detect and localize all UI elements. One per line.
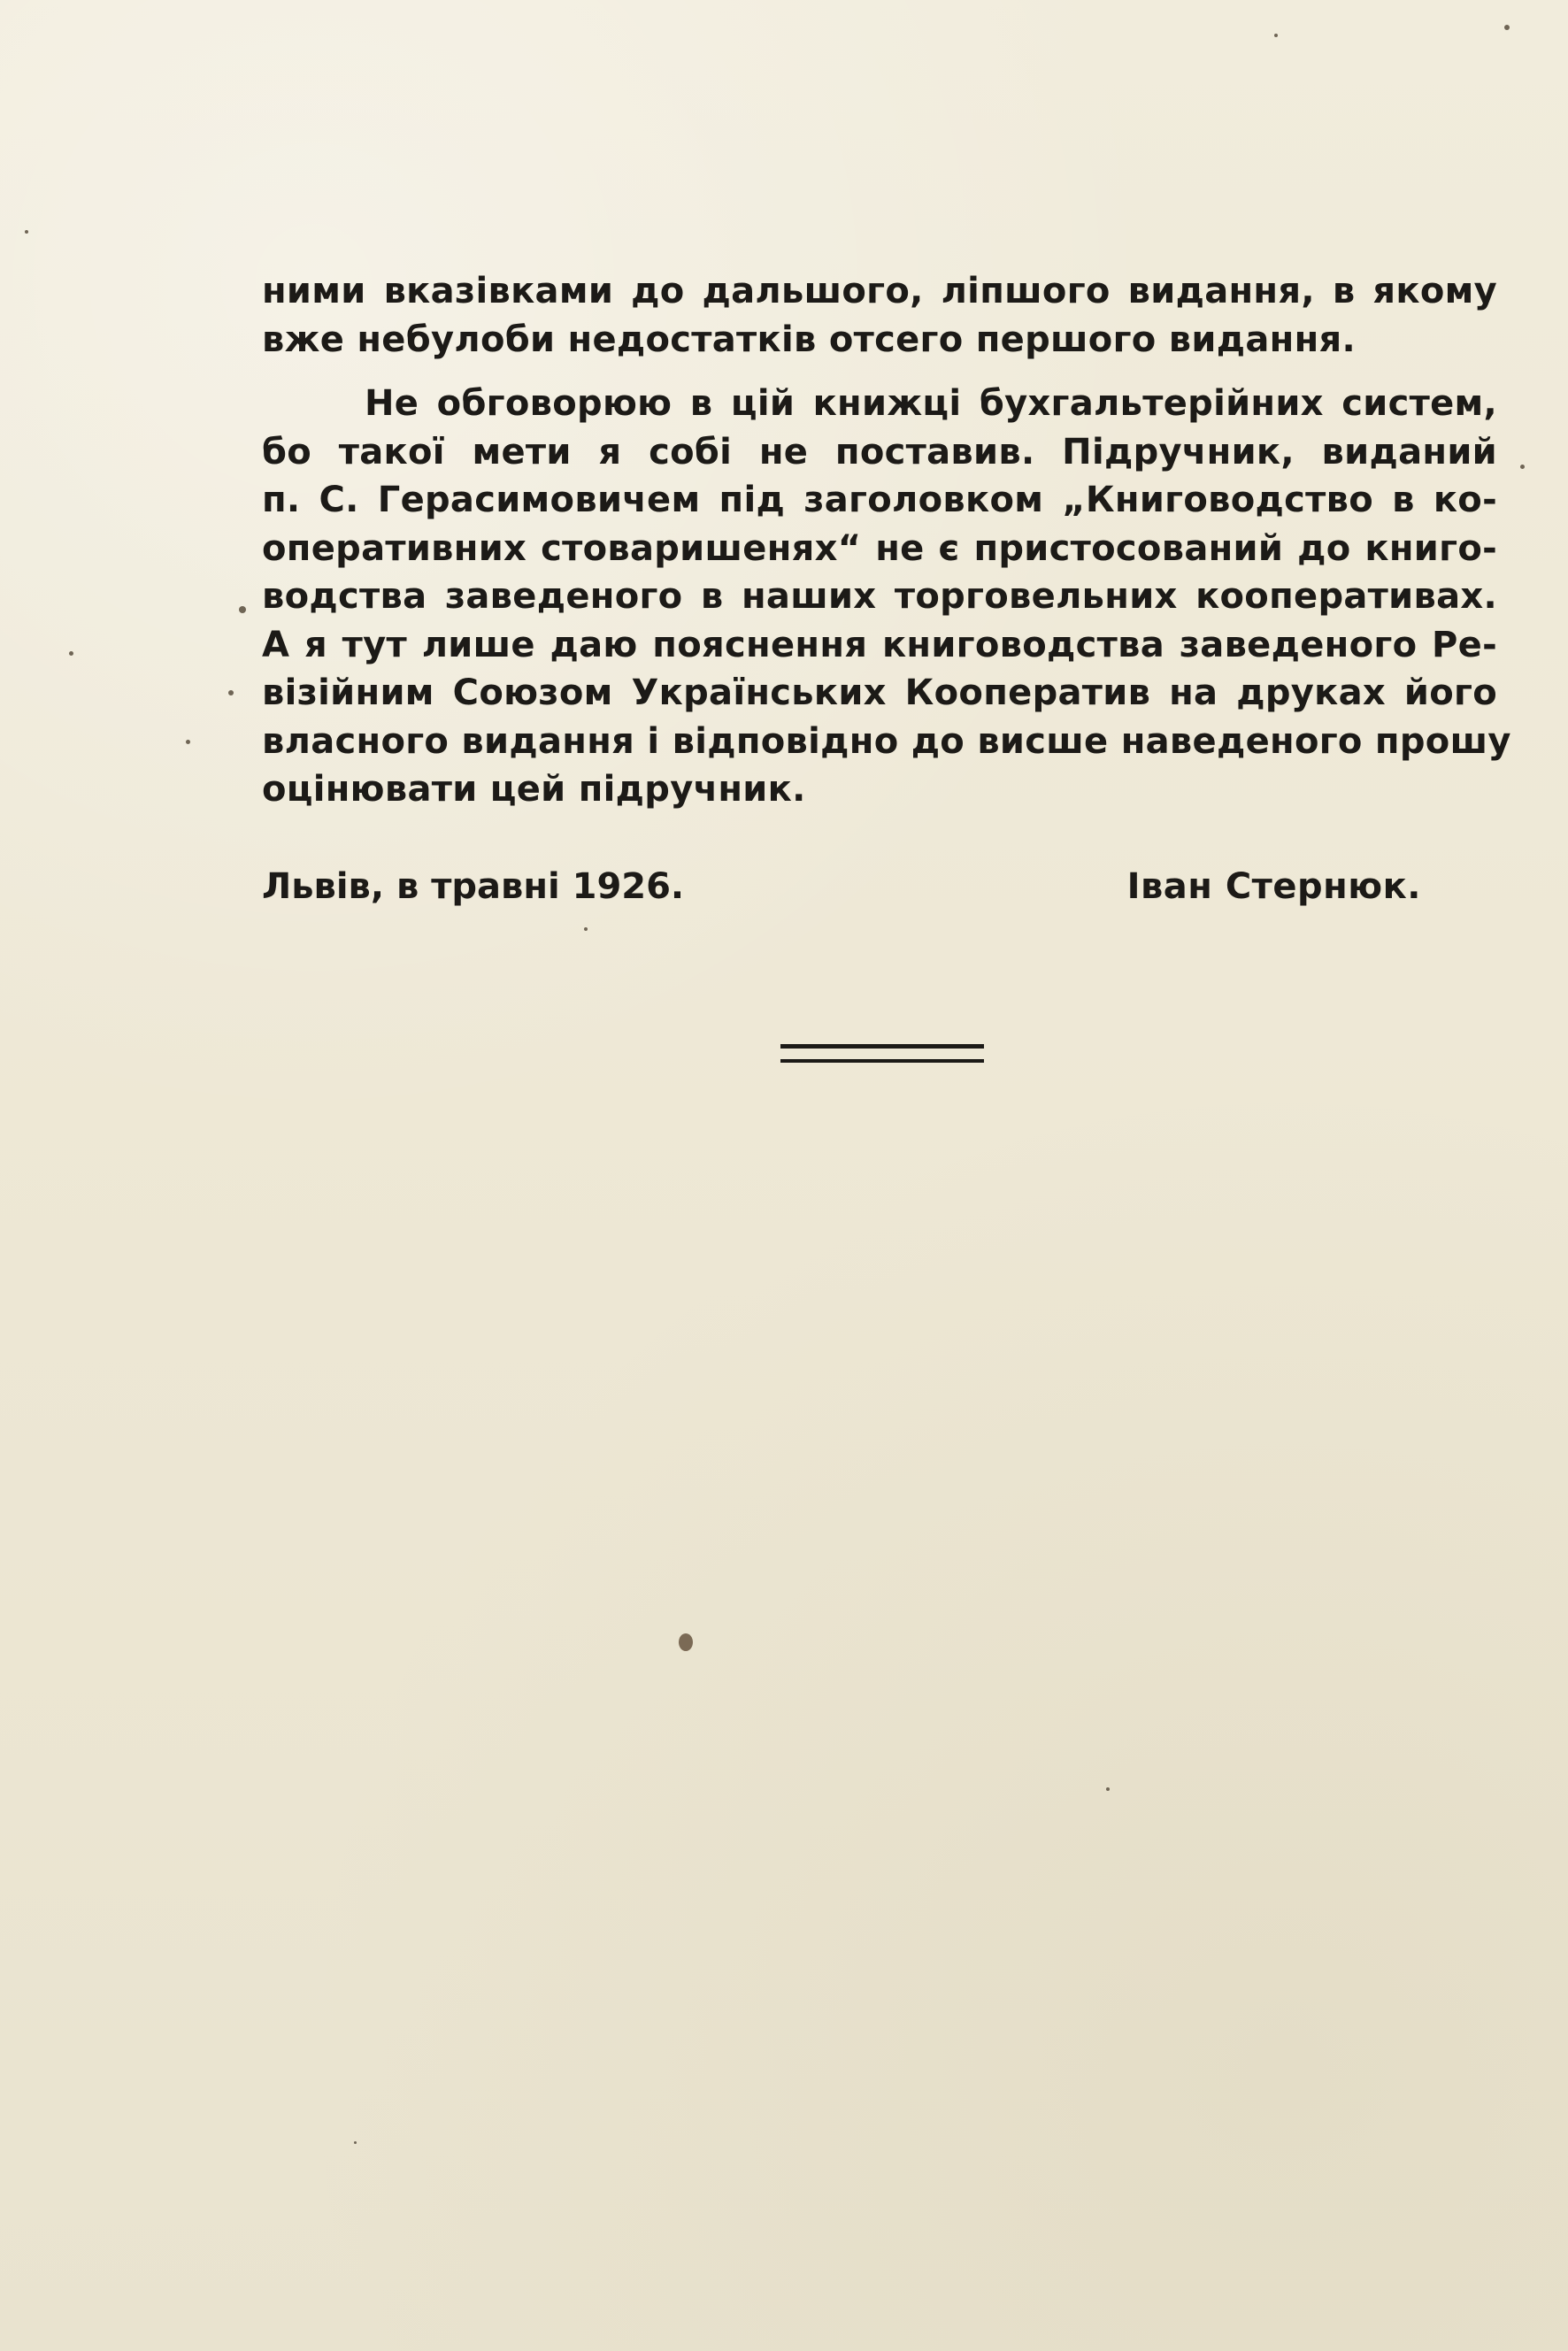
- paragraph-gap: [262, 364, 1497, 380]
- paper-speck: [1274, 34, 1278, 37]
- preface-text: [262, 267, 1511, 814]
- paper-speck: [1106, 1787, 1110, 1791]
- text-line: бо такої мети я собі не поставив. Підручник, виданий: [262, 431, 1497, 473]
- paper-speck: [69, 651, 73, 656]
- paper-speck: [25, 230, 28, 234]
- text-line: оцінювати цей підручник.: [262, 769, 806, 810]
- paper-speck: [679, 1633, 693, 1651]
- text-line: п. С. Герасимовичем під заголовком „Книговодство в ко-: [262, 480, 1497, 520]
- text-line: оперативних стоваришенях“ не є пристосований до книго-: [262, 527, 1497, 569]
- text-line: ними вказівками до дальшого, ліпшого видання, в якому: [262, 271, 1497, 311]
- text-line: власного видання і відповідно до висше наведеного прошу: [262, 720, 1511, 762]
- paper-speck: [228, 690, 234, 695]
- paper-speck: [354, 2141, 357, 2144]
- text-line: водства заведеного в наших торговельних кооперативах.: [262, 576, 1497, 617]
- text-line: Не обговорюю в цій книжці бухгальтерійних систем,: [365, 383, 1497, 424]
- double-rule-bottom: [780, 1059, 984, 1063]
- author-signature: Іван Стернюк.: [1126, 866, 1421, 907]
- double-rule-top: [780, 1044, 984, 1049]
- paper-speck: [1504, 25, 1510, 30]
- text-line: візійним Союзом Українських Кооператив на друках його: [262, 672, 1497, 713]
- text-line: вже небулоби недостатків отсего першого видання.: [262, 319, 1356, 360]
- paper-speck: [239, 606, 246, 613]
- paper-speck: [584, 927, 588, 931]
- place-date: Львів, в травні 1926.: [262, 866, 685, 907]
- paper-speck: [186, 740, 190, 744]
- text-line: А я тут лише даю пояснення книговодства заведеного Ре-: [262, 624, 1497, 665]
- paper-speck: [1520, 465, 1525, 469]
